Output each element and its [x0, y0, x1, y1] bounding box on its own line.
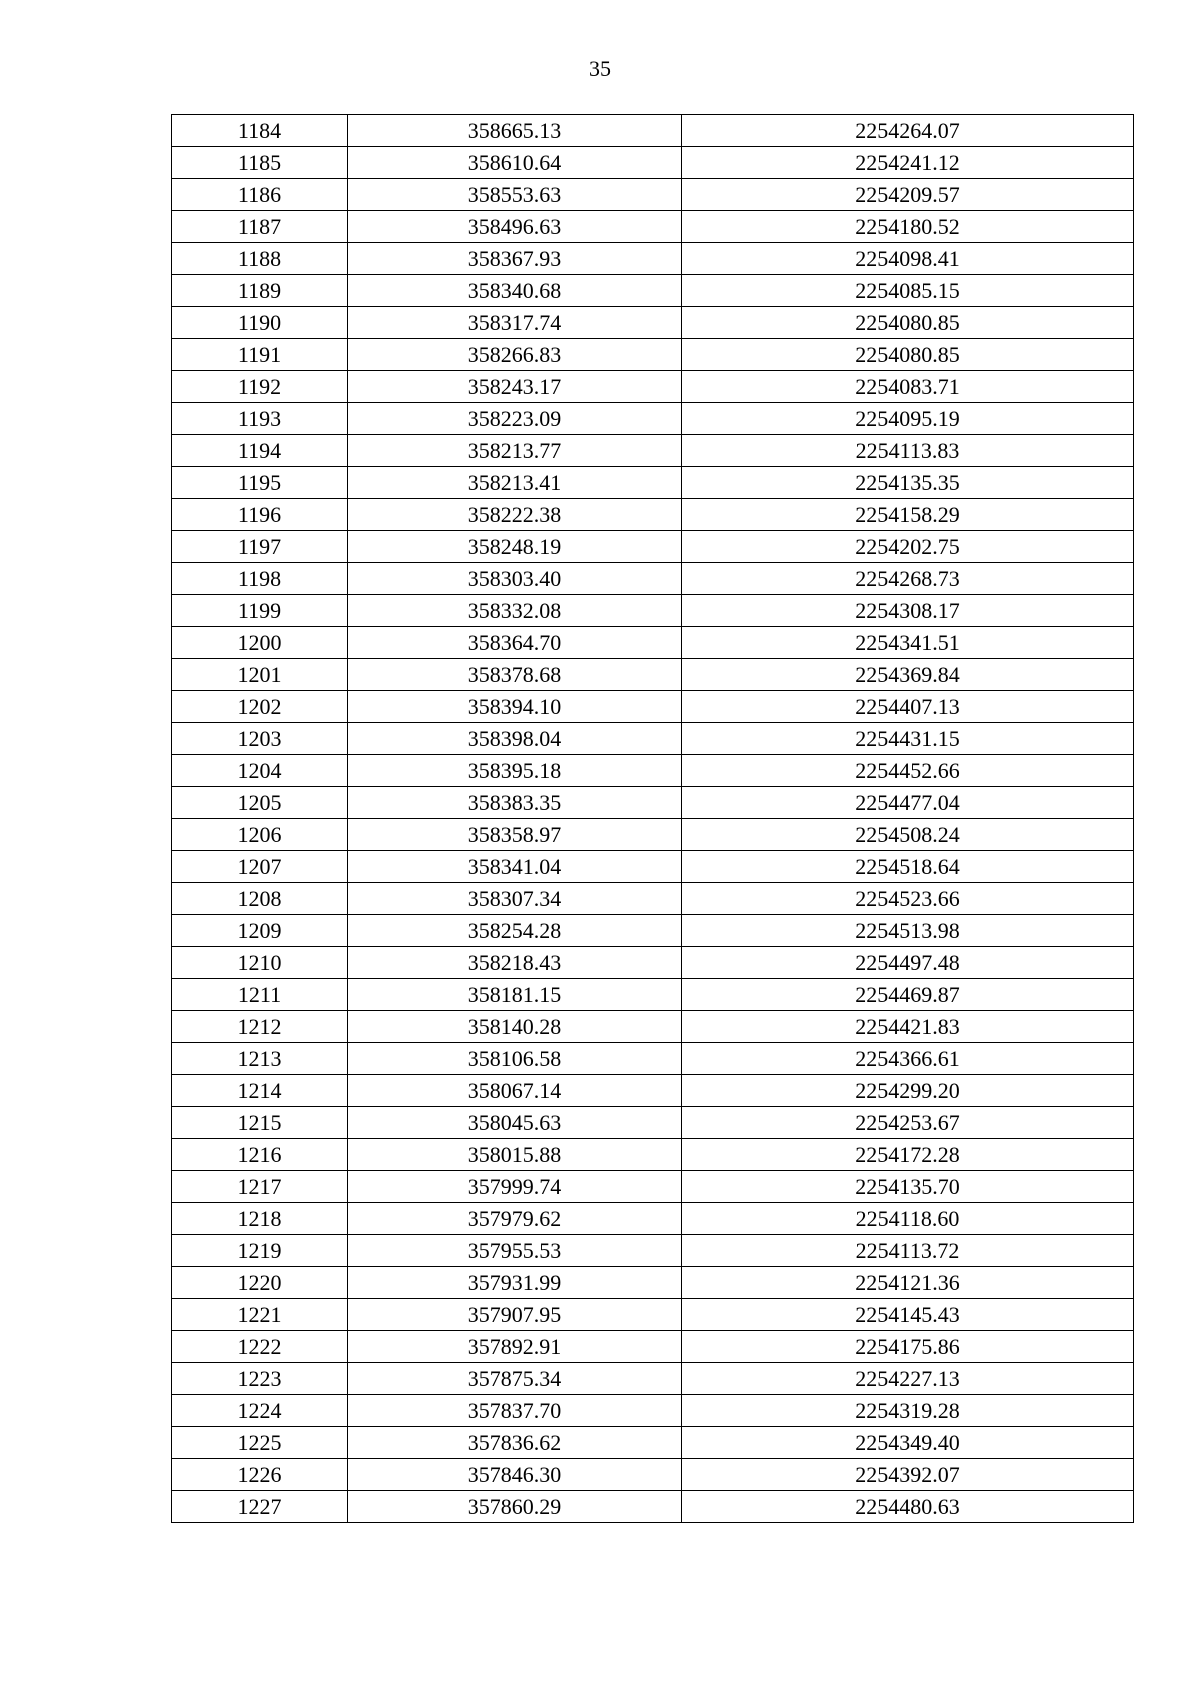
- x-coordinate-cell: 358307.34: [348, 883, 682, 915]
- table-row: [172, 275, 1134, 307]
- y-coordinate-cell: 2254308.17: [682, 595, 1134, 627]
- table-row: [172, 1107, 1134, 1139]
- table-row: [172, 595, 1134, 627]
- point-number-cell: 1212: [172, 1011, 348, 1043]
- x-coordinate-cell: 358341.04: [348, 851, 682, 883]
- y-coordinate-cell: 2254080.85: [682, 339, 1134, 371]
- y-coordinate-cell: 2254421.83: [682, 1011, 1134, 1043]
- table-row: [172, 755, 1134, 787]
- x-coordinate-cell: 358358.97: [348, 819, 682, 851]
- point-number-cell: 1188: [172, 243, 348, 275]
- x-coordinate-cell: 358378.68: [348, 659, 682, 691]
- table-row: [172, 915, 1134, 947]
- table-row: [172, 435, 1134, 467]
- point-number-cell: 1189: [172, 275, 348, 307]
- point-number-cell: 1198: [172, 563, 348, 595]
- point-number-cell: 1190: [172, 307, 348, 339]
- table-row: [172, 851, 1134, 883]
- y-coordinate-cell: 2254264.07: [682, 115, 1134, 147]
- y-coordinate-cell: 2254497.48: [682, 947, 1134, 979]
- point-number-cell: 1225: [172, 1427, 348, 1459]
- point-number-cell: 1206: [172, 819, 348, 851]
- y-coordinate-cell: 2254268.73: [682, 563, 1134, 595]
- table-row: [172, 1491, 1134, 1523]
- table-row: [172, 1427, 1134, 1459]
- table-row: [172, 723, 1134, 755]
- point-number-cell: 1202: [172, 691, 348, 723]
- y-coordinate-cell: 2254172.28: [682, 1139, 1134, 1171]
- point-number-cell: 1226: [172, 1459, 348, 1491]
- table-row: [172, 659, 1134, 691]
- table-row: [172, 243, 1134, 275]
- x-coordinate-cell: 358610.64: [348, 147, 682, 179]
- y-coordinate-cell: 2254341.51: [682, 627, 1134, 659]
- y-coordinate-cell: 2254452.66: [682, 755, 1134, 787]
- table-row: [172, 403, 1134, 435]
- table-row: [172, 531, 1134, 563]
- x-coordinate-cell: 358394.10: [348, 691, 682, 723]
- point-number-cell: 1213: [172, 1043, 348, 1075]
- y-coordinate-cell: 2254085.15: [682, 275, 1134, 307]
- table-row: [172, 179, 1134, 211]
- x-coordinate-cell: 357979.62: [348, 1203, 682, 1235]
- y-coordinate-cell: 2254477.04: [682, 787, 1134, 819]
- y-coordinate-cell: 2254098.41: [682, 243, 1134, 275]
- table-row: [172, 947, 1134, 979]
- table-row: [172, 1331, 1134, 1363]
- y-coordinate-cell: 2254253.67: [682, 1107, 1134, 1139]
- table-row: [172, 691, 1134, 723]
- point-number-cell: 1200: [172, 627, 348, 659]
- x-coordinate-cell: 358223.09: [348, 403, 682, 435]
- x-coordinate-cell: 358665.13: [348, 115, 682, 147]
- point-number-cell: 1187: [172, 211, 348, 243]
- point-number-cell: 1195: [172, 467, 348, 499]
- point-number-cell: 1194: [172, 435, 348, 467]
- x-coordinate-cell: 357846.30: [348, 1459, 682, 1491]
- table-row: [172, 467, 1134, 499]
- x-coordinate-cell: 358553.63: [348, 179, 682, 211]
- x-coordinate-cell: 358496.63: [348, 211, 682, 243]
- point-number-cell: 1204: [172, 755, 348, 787]
- point-number-cell: 1192: [172, 371, 348, 403]
- table-row: [172, 627, 1134, 659]
- point-number-cell: 1209: [172, 915, 348, 947]
- y-coordinate-cell: 2254175.86: [682, 1331, 1134, 1363]
- table-row: [172, 1043, 1134, 1075]
- coordinates-table-body: [172, 115, 1134, 1523]
- y-coordinate-cell: 2254083.71: [682, 371, 1134, 403]
- point-number-cell: 1196: [172, 499, 348, 531]
- table-row: [172, 339, 1134, 371]
- table-row: [172, 307, 1134, 339]
- y-coordinate-cell: 2254180.52: [682, 211, 1134, 243]
- point-number-cell: 1214: [172, 1075, 348, 1107]
- point-number-cell: 1219: [172, 1235, 348, 1267]
- table-row: [172, 819, 1134, 851]
- point-number-cell: 1207: [172, 851, 348, 883]
- table-row: [172, 211, 1134, 243]
- point-number-cell: 1197: [172, 531, 348, 563]
- x-coordinate-cell: 358303.40: [348, 563, 682, 595]
- x-coordinate-cell: 357875.34: [348, 1363, 682, 1395]
- page-number: 35: [589, 56, 611, 81]
- x-coordinate-cell: 358140.28: [348, 1011, 682, 1043]
- coordinates-table: [171, 114, 1134, 1523]
- point-number-cell: 1222: [172, 1331, 348, 1363]
- point-number-cell: 1184: [172, 115, 348, 147]
- table-row: [172, 147, 1134, 179]
- x-coordinate-cell: 358248.19: [348, 531, 682, 563]
- x-coordinate-cell: 358181.15: [348, 979, 682, 1011]
- x-coordinate-cell: 358364.70: [348, 627, 682, 659]
- point-number-cell: 1227: [172, 1491, 348, 1523]
- y-coordinate-cell: 2254366.61: [682, 1043, 1134, 1075]
- point-number-cell: 1215: [172, 1107, 348, 1139]
- table-row: [172, 499, 1134, 531]
- x-coordinate-cell: 358332.08: [348, 595, 682, 627]
- y-coordinate-cell: 2254113.72: [682, 1235, 1134, 1267]
- y-coordinate-cell: 2254513.98: [682, 915, 1134, 947]
- y-coordinate-cell: 2254392.07: [682, 1459, 1134, 1491]
- y-coordinate-cell: 2254241.12: [682, 147, 1134, 179]
- table-row: [172, 1075, 1134, 1107]
- x-coordinate-cell: 358243.17: [348, 371, 682, 403]
- point-number-cell: 1199: [172, 595, 348, 627]
- x-coordinate-cell: 358317.74: [348, 307, 682, 339]
- x-coordinate-cell: 357837.70: [348, 1395, 682, 1427]
- point-number-cell: 1211: [172, 979, 348, 1011]
- table-row: [172, 787, 1134, 819]
- table-row: [172, 1235, 1134, 1267]
- table-row: [172, 1011, 1134, 1043]
- x-coordinate-cell: 358045.63: [348, 1107, 682, 1139]
- x-coordinate-cell: 358395.18: [348, 755, 682, 787]
- point-number-cell: 1191: [172, 339, 348, 371]
- y-coordinate-cell: 2254227.13: [682, 1363, 1134, 1395]
- point-number-cell: 1218: [172, 1203, 348, 1235]
- x-coordinate-cell: 357892.91: [348, 1331, 682, 1363]
- point-number-cell: 1223: [172, 1363, 348, 1395]
- y-coordinate-cell: 2254158.29: [682, 499, 1134, 531]
- table-row: [172, 1267, 1134, 1299]
- x-coordinate-cell: 357999.74: [348, 1171, 682, 1203]
- table-row: [172, 883, 1134, 915]
- x-coordinate-cell: 357955.53: [348, 1235, 682, 1267]
- x-coordinate-cell: 358266.83: [348, 339, 682, 371]
- table-row: [172, 1299, 1134, 1331]
- x-coordinate-cell: 357931.99: [348, 1267, 682, 1299]
- point-number-cell: 1203: [172, 723, 348, 755]
- y-coordinate-cell: 2254121.36: [682, 1267, 1134, 1299]
- table-row: [172, 1459, 1134, 1491]
- x-coordinate-cell: 358222.38: [348, 499, 682, 531]
- y-coordinate-cell: 2254523.66: [682, 883, 1134, 915]
- table-row: [172, 1203, 1134, 1235]
- point-number-cell: 1205: [172, 787, 348, 819]
- y-coordinate-cell: 2254518.64: [682, 851, 1134, 883]
- y-coordinate-cell: 2254135.35: [682, 467, 1134, 499]
- y-coordinate-cell: 2254407.13: [682, 691, 1134, 723]
- point-number-cell: 1186: [172, 179, 348, 211]
- x-coordinate-cell: 358340.68: [348, 275, 682, 307]
- point-number-cell: 1217: [172, 1171, 348, 1203]
- y-coordinate-cell: 2254209.57: [682, 179, 1134, 211]
- x-coordinate-cell: 358398.04: [348, 723, 682, 755]
- x-coordinate-cell: 358367.93: [348, 243, 682, 275]
- y-coordinate-cell: 2254319.28: [682, 1395, 1134, 1427]
- point-number-cell: 1208: [172, 883, 348, 915]
- y-coordinate-cell: 2254480.63: [682, 1491, 1134, 1523]
- x-coordinate-cell: 358213.77: [348, 435, 682, 467]
- y-coordinate-cell: 2254349.40: [682, 1427, 1134, 1459]
- x-coordinate-cell: 358067.14: [348, 1075, 682, 1107]
- table-row: [172, 1139, 1134, 1171]
- x-coordinate-cell: 358383.35: [348, 787, 682, 819]
- y-coordinate-cell: 2254369.84: [682, 659, 1134, 691]
- point-number-cell: 1224: [172, 1395, 348, 1427]
- point-number-cell: 1185: [172, 147, 348, 179]
- point-number-cell: 1221: [172, 1299, 348, 1331]
- point-number-cell: 1220: [172, 1267, 348, 1299]
- x-coordinate-cell: 357860.29: [348, 1491, 682, 1523]
- y-coordinate-cell: 2254113.83: [682, 435, 1134, 467]
- x-coordinate-cell: 358015.88: [348, 1139, 682, 1171]
- table-row: [172, 371, 1134, 403]
- y-coordinate-cell: 2254431.15: [682, 723, 1134, 755]
- y-coordinate-cell: 2254202.75: [682, 531, 1134, 563]
- x-coordinate-cell: 358254.28: [348, 915, 682, 947]
- y-coordinate-cell: 2254145.43: [682, 1299, 1134, 1331]
- point-number-cell: 1193: [172, 403, 348, 435]
- table-row: [172, 979, 1134, 1011]
- x-coordinate-cell: 358218.43: [348, 947, 682, 979]
- table-row: [172, 115, 1134, 147]
- point-number-cell: 1216: [172, 1139, 348, 1171]
- point-number-cell: 1201: [172, 659, 348, 691]
- y-coordinate-cell: 2254080.85: [682, 307, 1134, 339]
- x-coordinate-cell: 358213.41: [348, 467, 682, 499]
- y-coordinate-cell: 2254508.24: [682, 819, 1134, 851]
- x-coordinate-cell: 357907.95: [348, 1299, 682, 1331]
- y-coordinate-cell: 2254135.70: [682, 1171, 1134, 1203]
- table-row: [172, 563, 1134, 595]
- x-coordinate-cell: 357836.62: [348, 1427, 682, 1459]
- point-number-cell: 1210: [172, 947, 348, 979]
- x-coordinate-cell: 358106.58: [348, 1043, 682, 1075]
- table-row: [172, 1395, 1134, 1427]
- y-coordinate-cell: 2254095.19: [682, 403, 1134, 435]
- y-coordinate-cell: 2254118.60: [682, 1203, 1134, 1235]
- y-coordinate-cell: 2254469.87: [682, 979, 1134, 1011]
- table-row: [172, 1171, 1134, 1203]
- y-coordinate-cell: 2254299.20: [682, 1075, 1134, 1107]
- table-row: [172, 1363, 1134, 1395]
